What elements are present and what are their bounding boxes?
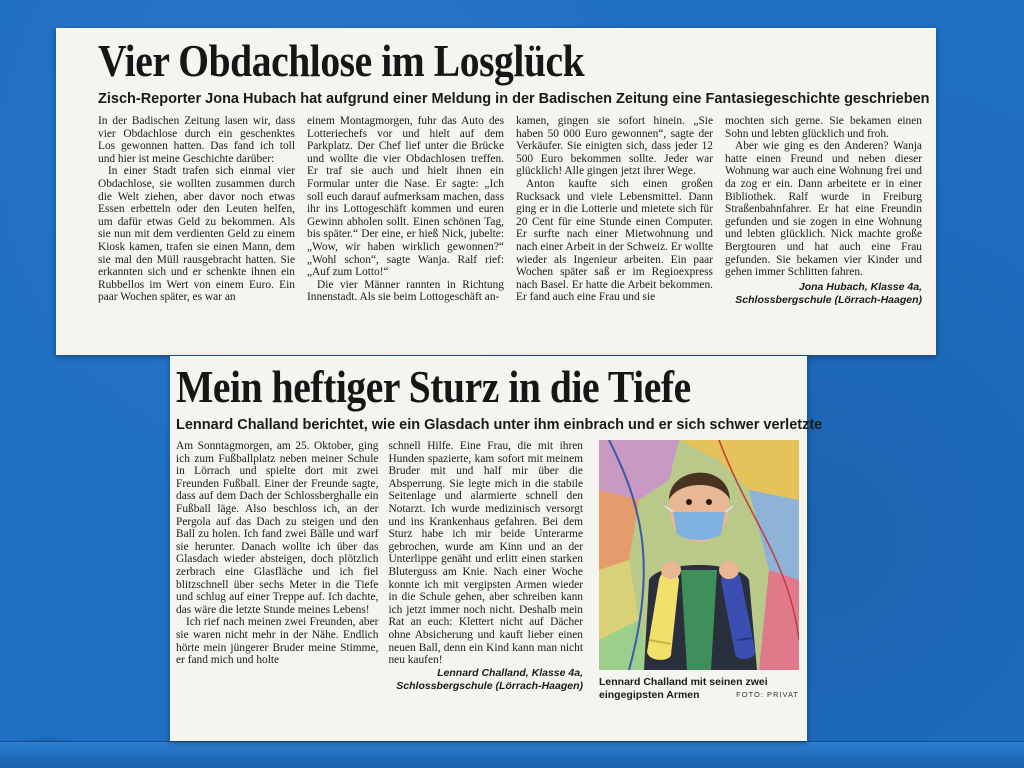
paragraph: Die vier Männer rannten in Richtung Innenstadt. Als sie beim Lottogeschäft an- (307, 278, 504, 304)
article-1-columns (98, 115, 924, 307)
article-1-column-2 (307, 115, 504, 307)
article-2-subhead: Lennard Challand berichtet, wie ein Glasdach unter ihm einbrach und er sich schwer verletzte (176, 417, 823, 433)
newspaper-clipping-1 (56, 28, 936, 355)
paragraph: mochten sich gerne. Sie bekamen einen Sohn und lebten glücklich und froh. (725, 115, 922, 140)
folder-bottom-edge (0, 741, 1024, 768)
article-1-column-1 (98, 115, 295, 307)
article-2-column-1 (176, 440, 378, 702)
paragraph: schnell Hilfe. Eine Frau, die mit ihren Hunden spazierte, kam sofort mit meinem Bruder mit und half mir über die Absperrung. Sie legte mich in die stabile Seitenlage und alarmierte schnell den Notarzt. Ich wurde medizinisch versorgt und ins Krankenhaus gefahren. Bei dem Sturz habe ich mir beide Unterarme gebrochen, wurde am Kinn und an der Unterlippe genäht und erlitt einen starken Bluterguss am Knie. Nach einer Woche konnte ich mit vergipsten Armen wieder in die Schule gehen, aber schreiben kann ich jetzt immer noch nicht. Deshalb mein Rat an euch: Klettert nicht auf Dächer ohne Absicherung und kauft lieber einen neuen Ball, denn ein Kind kann man nicht neu kaufen! (388, 440, 583, 667)
article-1-subhead: Zisch-Reporter Jona Hubach hat aufgrund einer Meldung in der Badischen Zeitung eine Fantasiegeschichte geschrieben (98, 91, 930, 107)
paragraph: In der Badischen Zeitung lasen wir, dass vier Obdachlose durch ein geschenktes Los gewonnen hatten. Das fand ich toll und hier ist meine Geschichte darüber: (98, 115, 295, 165)
article-2-photo-block (599, 440, 799, 702)
newspaper-clipping-2 (170, 356, 823, 741)
article-2-column-2 (388, 440, 583, 702)
paragraph: einem Montagmorgen, fuhr das Auto des Lotteriechefs vor und hielt auf dem Parkplatz. Der Chef lief unter die Brücke und wollte die vier Obdachlosen treffen. Er traf sie auch und hielt ihnen ein Formular unter die Nase. Er sagte: „Ich soll euch darauf aufmerksam machen, dass ihr ins Lottogeschäft kommen und euren Gewinn abholen sollt. Einen schönen Tag, bis später.“ Der eine, er hieß Nick, jubelte: „Wow, wir haben wirklich gewonnen?“ „Wohl schon“, sagte Wanja. Ralf rief: „Auf zum Lotto!“ (307, 115, 504, 279)
article-2-columns (176, 440, 799, 702)
article-2-headline: Mein heftiger Sturz in die Tiefe (176, 361, 691, 412)
photo-caption: Lennard Challand mit seinen zwei eingegipsten Armen (599, 676, 768, 701)
paragraph: Ich rief nach meinen zwei Freunden, aber sie waren nicht mehr in der Nähe. Endlich hörte mein jüngerer Bruder meine Stimme, er fand mich und holte (176, 616, 379, 667)
photo-illustration (599, 440, 799, 670)
photo-credit: FOTO: PRIVAT (736, 690, 799, 699)
article-1-column-3 (516, 115, 713, 307)
paragraph: Aber wie ging es den Anderen? Wanja hatte einen Freund und neben dieser Wohnung war auch eine Wohnung frei und da zog er ein. Dann arbeitete er in einer Bibliothek. Ralf wurde in Freiburg Straßenbahnfahrer. Er hat eine Freundin gefunden und sie zogen in eine Wohnung und lebten glücklich. Nick machte große Bergtouren und hat auch eine Frau gefunden. Sie bekamen vier Kinder und gehen immer Schlitten fahren. (725, 140, 922, 279)
article-1-headline: Vier Obdachlose im Losglück (98, 35, 585, 86)
paragraph: Anton kaufte sich einen großen Rucksack und viele Lebensmittel. Dann ging er in die Lotterie und mietete sich für 20 Cent für eine Stunde einen Computer. Er surfte nach einer Mietwohnung und nach einer Arbeit in der Schweiz. Er wollte wieder als Ingenieur arbeiten. Ein paar Wochen später saß er im Regioexpress nach Basel. Er hatte die Arbeit bekommen. Er fand auch eine Frau und sie (516, 177, 713, 304)
paragraph: kamen, gingen sie sofort hinein. „Sie haben 50 000 Euro gewonnen“, sagte der Verkäufer. Sie einigten sich, dass jeder 12 500 Euro bekommen sollte. Jeder war glücklich! Alle gingen jetzt ihrer Wege. (516, 115, 713, 178)
paragraph: Am Sonntagmorgen, am 25. Oktober, ging ich zum Fußballplatz neben meiner Schule in Lörrach und spielte dort mit zwei Freunden Fußball. Einer der Freunde sagte, dass auf dem Dach der Schlossberghalle ein Fußball läge. Also beschloss ich, an der Pergola auf das Dach zu steigen und den Ball zu holen. Ich fand zwei Bälle und warf sie herunter. Danach wollte ich über das Glasdach wieder absteigen, doch plötzlich zerbrach eine Glasfläche und ich fiel blitzschnell über sechs Meter in die Tiefe und schlug auf einer Treppe auf. Ich dachte, das wäre die letzte Stunde meines Lebens! (176, 440, 379, 616)
article-2-author-name: Lennard Challand, Klasse 4a, (437, 666, 583, 679)
paragraph: In einer Stadt trafen sich einmal vier Obdachlose, sie wollten zusammen durch die Welt ziehen, aber davor noch etwas Essen erbetteln oder den Leuten helfen, um dafür etwas Geld zu bekommen. Als sie nun mit dem verdienten Geld zu einem Kiosk kamen, trafen sie einen Mann, dem sie mal den Müll rausgebracht hatten. Sie erkannten sich und er schenkte ihnen ein Rubbellos im Wert von einem Euro. Ein paar Wochen später, es war an (98, 165, 295, 304)
article-1-column-4 (725, 115, 922, 307)
boy-with-casts-photo (599, 440, 799, 670)
article-1-author-school: Schlossbergschule (Lörrach-Haagen) (735, 293, 922, 306)
article-2-author-school: Schlossbergschule (Lörrach-Haagen) (396, 679, 583, 692)
article-1-author-name: Jona Hubach, Klasse 4a, (798, 280, 922, 293)
